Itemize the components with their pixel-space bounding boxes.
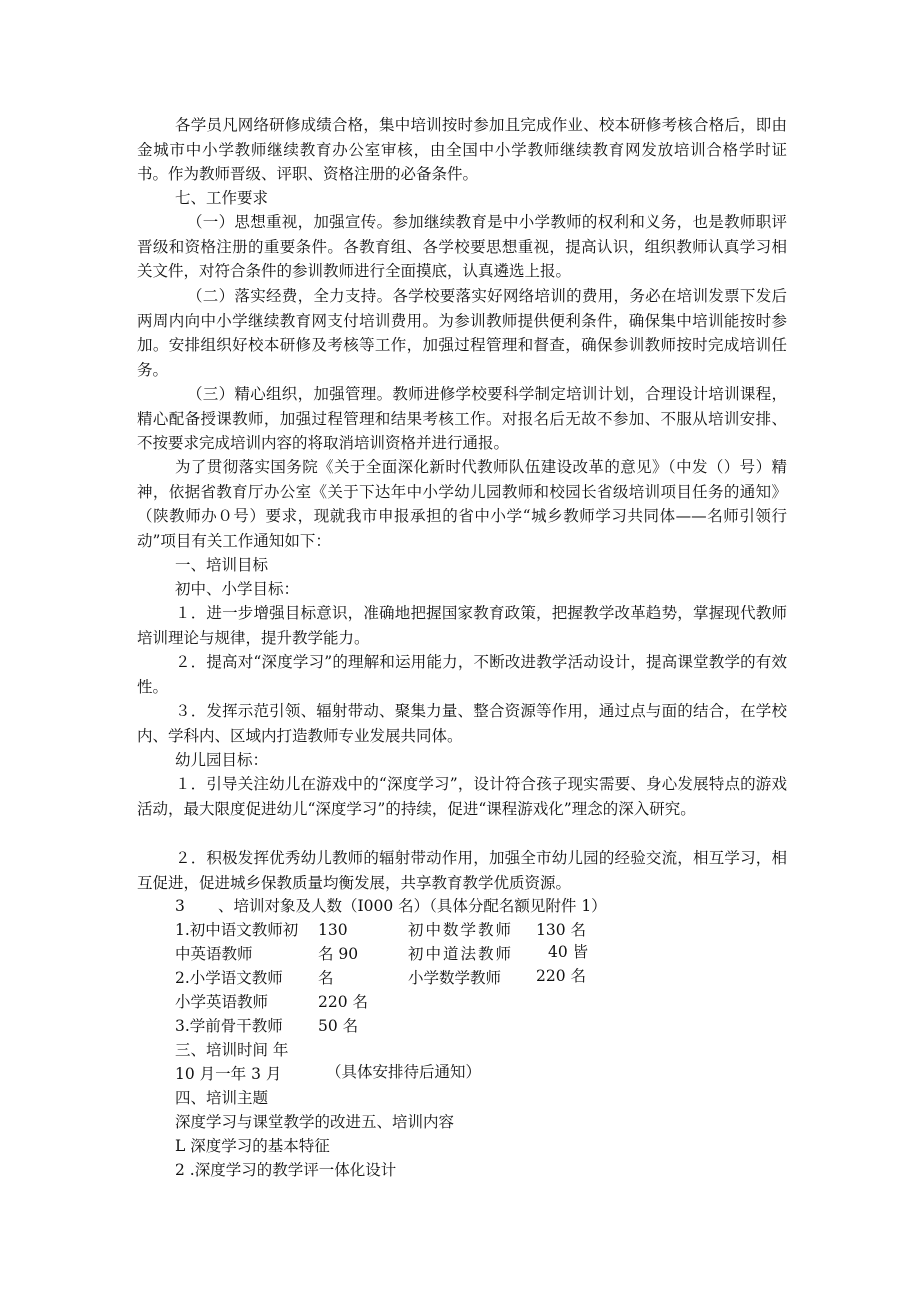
staff-right-3-value: 220 名 (536, 967, 587, 985)
training-date-range: 10 月一年 3 月 (175, 1065, 282, 1083)
staff-left-1-label: 1.初中语文教师初 (175, 921, 299, 939)
paragraph-goal-3: ３．发挥示范引领、辐射带动、聚集力量、整合资源等作用，通过点与面的结合，在学校内、学科内、区域内打造教师专业发展共同体。 (137, 702, 787, 745)
paragraph-requirement-2: （二）落实经费，全力支持。各学校要落实好网络培训的费用，务必在培训发票下发后两周内向中小学继续教育网支付培训费用。为参训教师提供便利条件，确保集中培训能按时参加。安排组织好校本研修及考核等工作，加强过程管理和督查，确保参训教师按时完成培训任务。 (137, 287, 787, 379)
subheading-school-goals: 初中、小学目标： (175, 580, 300, 598)
subheading-kindergarten-goals: 幼儿园目标： (175, 751, 269, 769)
paragraph-goal-2: ２．提高对“深度学习”的理解和运用能力，不断改进教学活动设计，提高课堂教学的有效性。 (137, 653, 787, 696)
staff-left-2-label: 中英语教师 (175, 945, 253, 963)
training-theme-text: 深度学习与课堂教学的改进五、培训内容 (175, 1113, 455, 1131)
staff-right-1-value: 130 名 (536, 921, 587, 939)
staff-right-2-value: 40 皆 (548, 943, 589, 961)
heading-training-goals: 一、培训目标 (175, 556, 269, 574)
heading-training-theme: 四、培训主题 (175, 1089, 269, 1107)
paragraph-requirement-1: （一）思想重视，加强宣传。参加继续教育是中小学教师的权利和义务，也是教师职评晋级和资格注册的重要条件。各教育组、各学校要思想重视，提高认识，组织教师认真学习相关文件，对符合条件的参训教师进行全面摸底，认真遴选上报。 (137, 213, 787, 280)
heading-training-targets: 、培训对象及人数（I000 名）（具体分配名额见附件 1） (218, 897, 607, 915)
paragraph-kg-goal-2: ２．积极发挥优秀幼儿教师的辐射带动作用，加强全市幼儿园的经验交流，相互学习，相互促进，促进城乡保教质量均衡发展，共享教育教学优质资源。 (137, 849, 787, 892)
section-3-number: 3 (175, 897, 185, 915)
staff-left-5-label: 3.学前骨干教师 (175, 1017, 283, 1035)
staff-left-2-value: 名 90 (318, 945, 359, 963)
staff-left-1-value: 130 (318, 921, 348, 939)
paragraph-intro: 为了贯彻落实国务院《关于全面深化新时代教师队伍建设改革的意见》（中发（）号）精神，依据省教育厅办公室《关于下达年中小学幼儿园教师和校园长省级培训项目任务的通知》（陕教师办０号）要求，现就我市申报承担的省中小学“城乡教师学习共同体——名师引领行动”项目有关工作通知如下： (137, 458, 787, 550)
heading-training-time: 三、培训时间 年 (175, 1041, 289, 1059)
staff-left-4-label: 小学英语教师 (175, 993, 269, 1011)
staff-left-5-value: 50 名 (318, 1017, 359, 1035)
staff-right-2-label: 初中道法教师 (408, 945, 514, 963)
staff-left-4-value: 220 名 (318, 993, 369, 1011)
training-date-note: （具体安排待后通知） (326, 1063, 482, 1081)
paragraph-goal-1: １．进一步增强目标意识，准确地把握国家教育政策，把握教学改革趋势，掌握现代教师培训理论与规律，提升教学能力。 (137, 604, 787, 647)
content-item-1: L 深度学习的基本特征 (175, 1137, 330, 1155)
staff-left-3-label: 2.小学语文教师 (175, 969, 283, 987)
staff-left-3-value: 名 (318, 969, 334, 987)
staff-right-3-label: 小学数学教师 (408, 969, 502, 987)
content-item-2: 2 .深度学习的教学评一体化设计 (175, 1161, 397, 1179)
heading-work-requirements: 七、工作要求 (175, 189, 269, 207)
paragraph-requirement-3: （三）精心组织，加强管理。教师进修学校要科学制定培训计划，合理设计培训课程，精心配备授课教师，加强过程管理和结果考核工作。对报名后无故不参加、不服从培训安排、不按要求完成培训内容的将取消培训资格并进行通报。 (137, 385, 787, 452)
paragraph-kg-goal-1: １．引导关注幼儿在游戏中的“深度学习”，设计符合孩子现实需要、身心发展特点的游戏活动，最大限度促进幼儿“深度学习”的持续，促进“课程游戏化”理念的深入研究。 (137, 775, 787, 818)
staff-right-1-label: 初中数学教师 (408, 921, 514, 939)
paragraph-certificate: 各学员凡网络研修成绩合格，集中培训按时参加且完成作业、校本研修考核合格后，即由金城市中小学教师继续教育办公室审核，由全国中小学教师继续教育网发放培训合格学时证书。作为教师晋级、评职、资格注册的必备条件。 (137, 116, 787, 183)
